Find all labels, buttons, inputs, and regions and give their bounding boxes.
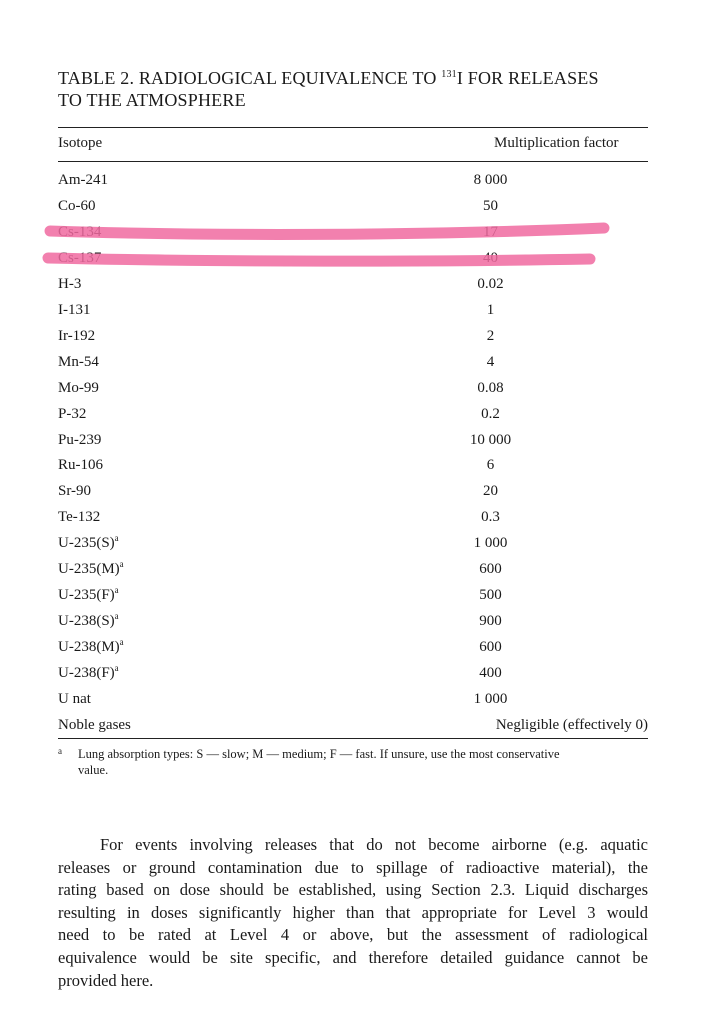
table-row [58, 712, 648, 738]
isotope-cell [58, 560, 124, 578]
isotope-name: Sr-90 [58, 483, 92, 500]
table-row [58, 582, 648, 608]
factor-value: 400 [479, 665, 502, 682]
factor-value: 8 000 [473, 172, 508, 188]
table-row [58, 530, 648, 556]
isotope-cell [58, 171, 108, 189]
isotope-name: Am-241 [58, 172, 108, 188]
factor-value: 40 [483, 249, 498, 266]
isotope-cell [58, 249, 101, 267]
isotope-name: Mo-99 [58, 379, 99, 396]
header-isotope: Isotope [58, 135, 103, 151]
isotope-name: U-238(F) [58, 665, 115, 682]
caption-superscript: 131 [441, 69, 457, 80]
factor-value: 0.02 [477, 275, 504, 292]
isotope-cell [58, 405, 86, 423]
isotope-cell [58, 534, 119, 552]
footnote-ref: a [114, 585, 119, 596]
factor-value: 1 000 [473, 535, 508, 552]
factor-value: 2 [486, 327, 495, 344]
isotope-name: U-238(S) [58, 613, 115, 630]
paragraph-line: equivalence would be site specific, and therefore detailed guidance cannot be [58, 947, 648, 967]
isotope-cell [58, 716, 131, 734]
factor-value: 900 [479, 613, 502, 630]
factor-value: 20 [483, 483, 498, 500]
table-row [58, 427, 648, 453]
table-header-rule [58, 161, 648, 162]
isotope-name: U-235(S) [58, 535, 115, 552]
paragraph-line: need to be rated at Level 4 or above, but the assessment of radiological [58, 925, 648, 945]
footnote-line-2: value. [78, 763, 109, 777]
body-paragraph [58, 834, 648, 992]
paragraph-line: releases or ground contamination due to spillage of radioactive material), the [58, 857, 648, 877]
isotope-name: Ru-106 [58, 457, 103, 474]
paragraph-line: resulting in doses significantly higher than that appropriate for Level 3 would [58, 902, 648, 922]
factor-value: 0.3 [481, 509, 500, 526]
table-row [58, 323, 648, 349]
isotope-cell [58, 223, 101, 241]
factor-value: 50 [483, 197, 498, 214]
table-row [58, 271, 648, 297]
footnote-text [78, 746, 648, 778]
footnote-ref: a [114, 663, 119, 674]
isotope-name: Ir-192 [58, 327, 96, 344]
footnote-ref: a [119, 559, 124, 570]
table-row [58, 297, 648, 323]
isotope-name: U-238(M) [58, 639, 120, 656]
isotope-name: Cs-137 [58, 249, 102, 266]
table-row [58, 193, 648, 219]
isotope-name: Te-132 [58, 509, 101, 526]
table-row [58, 556, 648, 582]
table-row [58, 245, 648, 271]
table-row [58, 608, 648, 634]
footnote-ref: a [114, 611, 119, 622]
header-multiplication-factor: Multiplication factor [494, 135, 619, 151]
isotope-cell [58, 690, 91, 708]
isotope-name: Co-60 [58, 197, 96, 214]
isotope-cell [58, 612, 119, 630]
table-row [58, 634, 648, 660]
footnote-ref: a [119, 637, 124, 648]
table-row [58, 219, 648, 245]
caption-prefix: TABLE 2. RADIOLOGICAL EQUIVALENCE TO [58, 68, 442, 88]
factor-value: 17 [483, 223, 498, 240]
factor-value: 600 [479, 561, 502, 578]
paragraph-line: rating based on dose should be established, using Section 2.3. Liquid discharges [58, 880, 648, 900]
isotope-cell [58, 301, 91, 319]
isotope-name: Pu-239 [58, 431, 102, 448]
factor-value: 0.08 [477, 379, 504, 396]
table-row [58, 167, 648, 193]
isotope-name: U-235(F) [58, 587, 115, 604]
factor-value: 4 [486, 353, 495, 370]
table-row [58, 660, 648, 686]
factor-value: 600 [479, 639, 502, 656]
table-row [58, 686, 648, 712]
isotope-cell [58, 379, 99, 397]
factor-value: 10 000 [469, 431, 512, 448]
factor-value: 1 [486, 301, 495, 318]
table-caption [58, 67, 658, 111]
isotope-cell [58, 638, 124, 656]
factor-value: 6 [486, 457, 495, 474]
isotope-cell [58, 275, 81, 293]
paragraph-line: provided here. [58, 970, 154, 990]
footnote-mark: a [58, 746, 62, 756]
isotope-name: Cs-134 [58, 223, 102, 240]
factor-value: 1 000 [473, 691, 508, 707]
table-row [58, 504, 648, 530]
isotope-cell [58, 431, 101, 449]
isotope-name: U nat [58, 691, 91, 707]
isotope-cell [58, 456, 103, 474]
isotope-cell [58, 482, 91, 500]
factor-value: 500 [479, 587, 502, 604]
table-row [58, 478, 648, 504]
isotope-name: H-3 [58, 275, 82, 292]
table-row [58, 375, 648, 401]
factor-value: Negligible (effectively 0) [495, 716, 648, 733]
isotope-name: U-235(M) [58, 561, 120, 578]
table-row [58, 349, 648, 375]
footnote-ref: a [114, 533, 119, 544]
isotope-name: Noble gases [58, 716, 131, 733]
table-row [58, 452, 648, 478]
paragraph-line: For events involving releases that do not become airborne (e.g. aquatic [100, 835, 648, 854]
isotope-cell [58, 353, 99, 371]
table-row [58, 401, 648, 427]
isotope-name: Mn-54 [58, 353, 99, 370]
caption-suffix: I FOR RELEASES [456, 68, 599, 88]
isotope-cell [58, 327, 95, 345]
isotope-name: P-32 [58, 405, 87, 422]
table-top-rule [58, 127, 648, 128]
footnote-line-1: Lung absorption types: S — slow; M — medium; F — fast. If unsure, use the most conservative [78, 747, 560, 761]
isotope-name: I-131 [58, 301, 91, 318]
caption-line-2: TO THE ATMOSPHERE [58, 90, 246, 110]
table-bottom-rule [58, 738, 648, 739]
isotope-cell [58, 664, 119, 682]
isotope-cell [58, 586, 119, 604]
isotope-cell [58, 508, 100, 526]
caption-line-1 [58, 67, 658, 89]
isotope-cell [58, 197, 96, 215]
factor-value: 0.2 [481, 405, 500, 422]
